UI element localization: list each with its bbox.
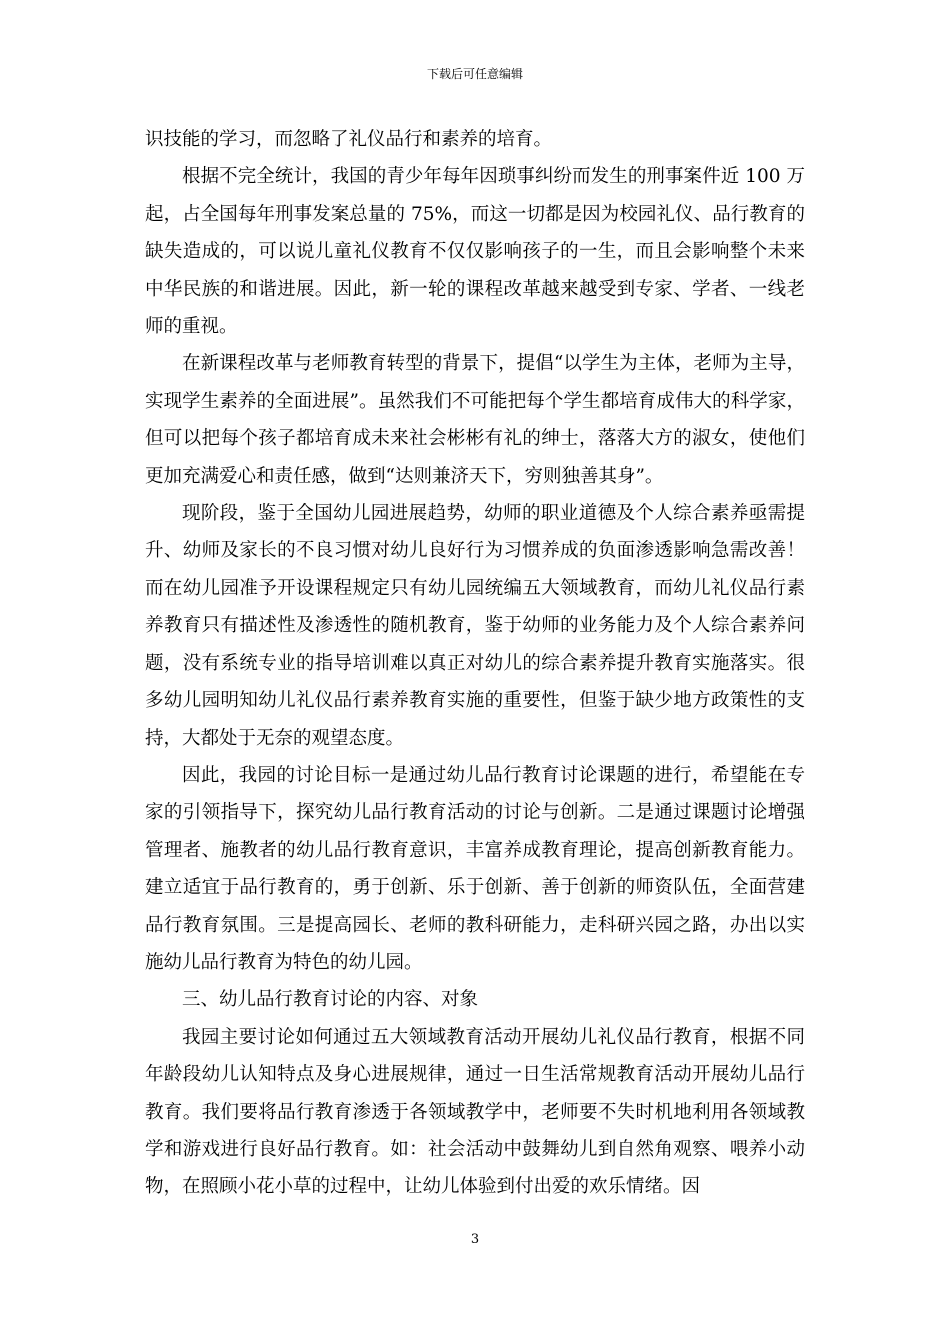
- paragraph-continuation: 识技能的学习，而忽略了礼仪品行和素养的培育。: [145, 129, 553, 150]
- paragraph-research-goals: 因此，我园的讨论目标一是通过幼儿品行教育讨论课题的进行，希望能在专家的引领指导下，探究幼儿品行教育活动的讨论与创新。二是通过课题讨论增强管理者、施教者的幼儿品行教育意识，丰富养成教育理论，提高创新教育能力。建立适宜于品行教育的，勇于创新、乐于创新、善于创新的师资队伍，全面营建品行教育氛围。三是提高园长、老师的教科研能力，走科研兴园之路，办出以实施幼儿品行教育为特色的幼儿园。: [145, 764, 805, 973]
- paragraph-research-content: 我园主要讨论如何通过五大领域教育活动开展幼儿礼仪品行教育，根据不同年龄段幼儿认知特点及身心进展规律，通过一日生活常规教育活动开展幼儿品行教育。我们要将品行教育渗透于各领域教学中，老师要不失时机地利用各领域教学和游戏进行良好品行教育。如：社会活动中鼓舞幼儿到自然角观察、喂养小动物，在照顾小花小草的过程中，让幼儿体验到付出爱的欢乐情绪。因: [145, 1026, 805, 1198]
- paragraph-statistics: 根据不完全统计，我国的青少年每年因琐事纠纷而发生的刑事案件近 100 万起，占全国每年刑事发案总量的 75%，而这一切都是因为校园礼仪、品行教育的缺失造成的，可以说儿童礼仪教育不仅仅影响孩子的一生，而且会影响整个未来中华民族的和谐进展。因此，新一轮的课程改革越来越受到专家、学者、一线老师的重视。: [145, 166, 805, 338]
- paragraph-current-situation: 现阶段，鉴于全国幼儿园进展趋势，幼师的职业道德及个人综合素养亟需提升、幼师及家长的不良习惯对幼儿良好行为习惯养成的负面渗透影响急需改善！而在幼儿园准予开设课程规定只有幼儿园统编五大领域教育，而幼儿礼仪品行素养教育只有描述性及渗透性的随机教育，鉴于幼师的业务能力及个人综合素养问题，没有系统专业的指导培训难以真正对幼儿的综合素养提升教育实施落实。很多幼儿园明知幼儿礼仪品行素养教育实施的重要性，但鉴于缺少地方政策性的支持，大都处于无奈的观望态度。: [145, 503, 805, 749]
- document-body: [145, 121, 805, 1206]
- section-heading: 三、幼儿品行教育讨论的内容、对象: [182, 989, 479, 1011]
- paragraph-curriculum-reform: 在新课程改革与老师教育转型的背景下，提倡“以学生为主体，老师为主导，实现学生素养的全面进展”。虽然我们不可能把每个学生都培育成伟大的科学家，但可以把每个孩子都培育成未来社会彬彬有礼的绅士，落落大方的淑女，使他们更加充满爱心和责任感，做到“达则兼济天下，穷则独善其身”。: [145, 353, 805, 487]
- page-number: 3: [470, 1232, 480, 1247]
- page-header: 下载后可任意编辑: [426, 67, 523, 81]
